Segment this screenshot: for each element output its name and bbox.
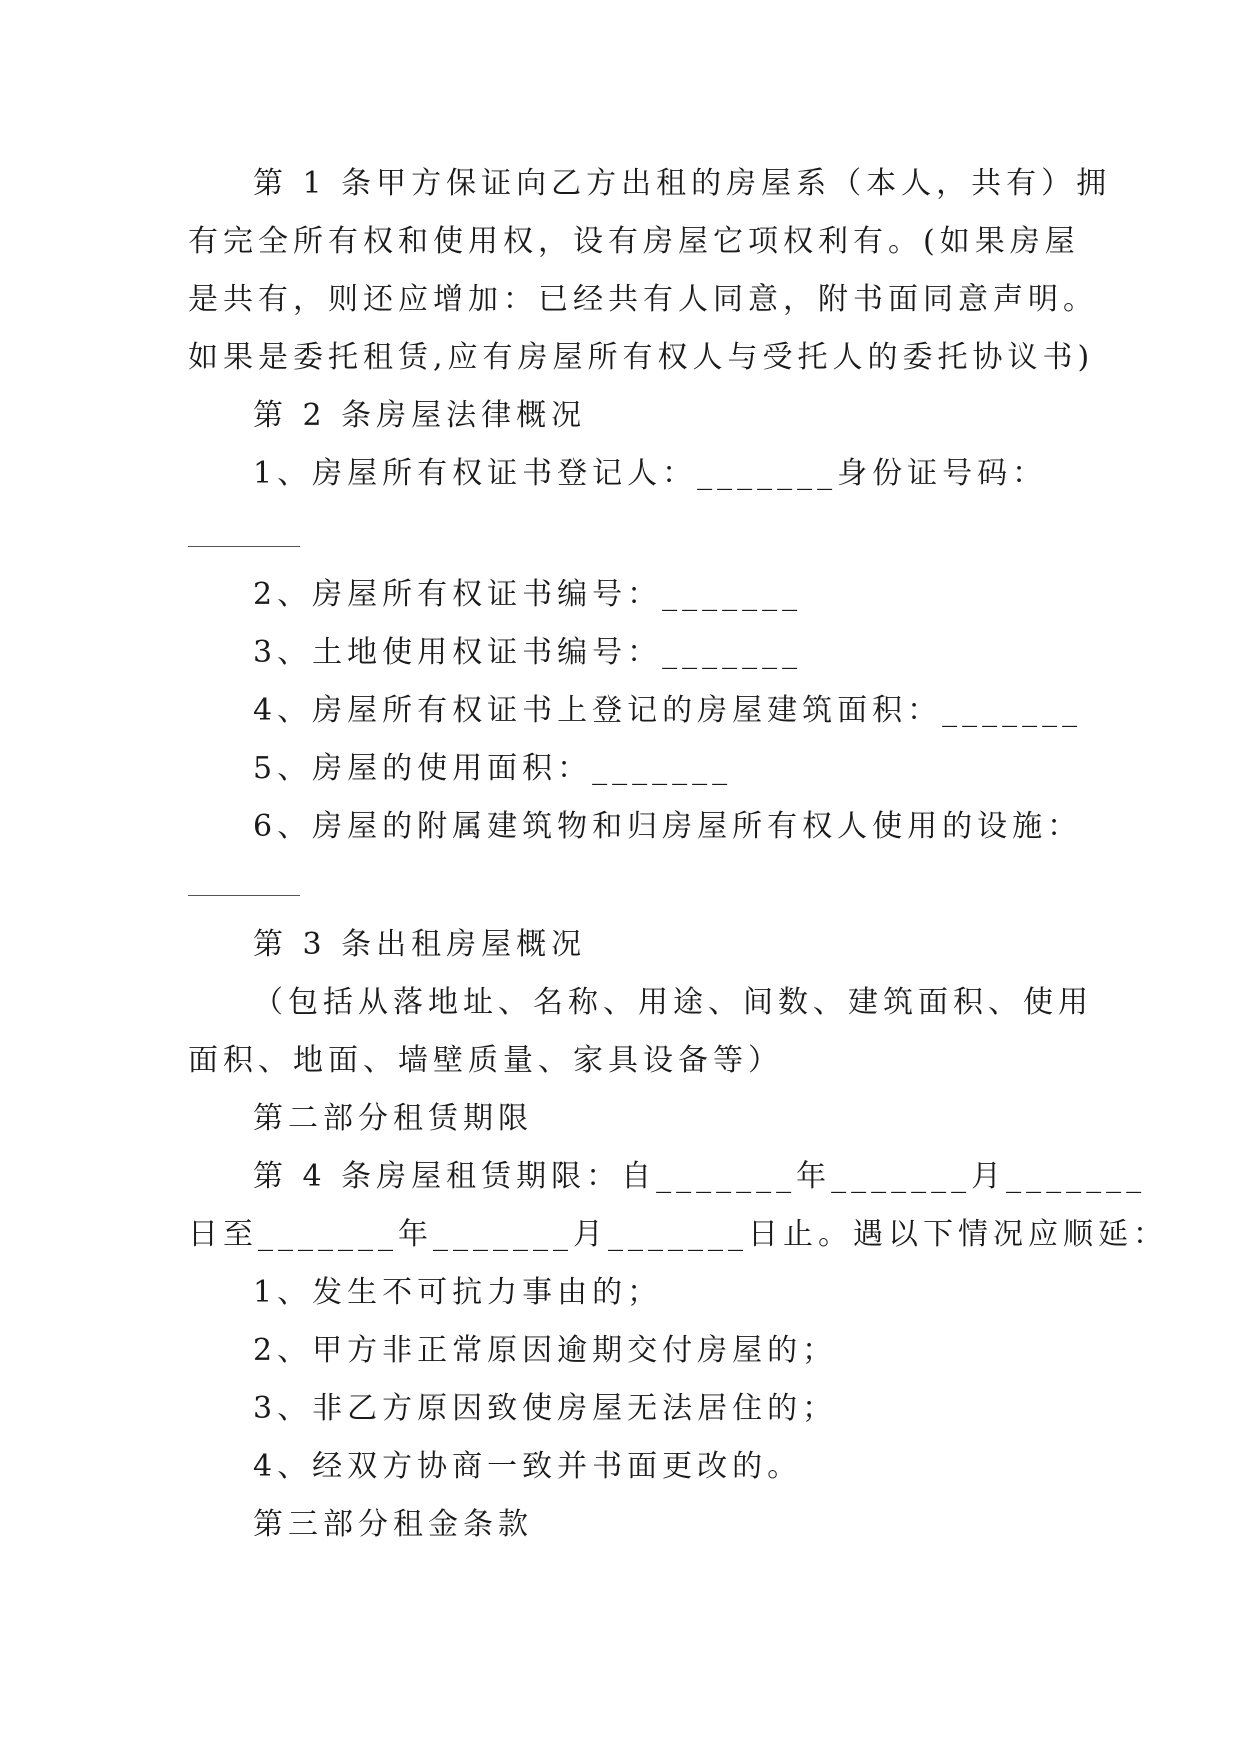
part-heading: 第三部分租金条款 [253,1507,533,1542]
list-item: 1、房屋所有权证书登记人：_______身份证号码： [253,456,1048,491]
paragraph-line: 第 4 条房屋租赁期限：自_______年_______月_______ [253,1159,1147,1194]
paragraph-line: 如果是委托租赁,应有房屋所有权人与受托人的委托协议书) [188,340,1095,375]
blank-line [188,895,300,896]
list-item: 3、土地使用权证书编号：_______ [253,635,803,670]
list-item: 2、甲方非正常原因逾期交付房屋的； [253,1333,838,1368]
blank-line [188,546,300,547]
list-item: 1、发生不可抗力事由的； [253,1275,663,1310]
paragraph-line: 日至_______年_______月_______日止。遇以下情况应顺延： [188,1217,1168,1252]
list-item: 5、房屋的使用面积：_______ [253,751,733,786]
list-item: 4、经双方协商一致并书面更改的。 [253,1449,803,1484]
paragraph-line: 面积、地面、墙壁质量、家具设备等） [188,1043,783,1078]
paragraph-line: 有完全所有权和使用权，设有房屋它项权利有。(如果房屋 [188,224,1080,259]
part-heading: 第二部分租赁期限 [253,1101,533,1136]
paragraph-line: 第 1 条甲方保证向乙方出租的房屋系（本人，共有）拥 [253,166,1112,201]
paragraph-line: （包括从落地址、名称、用途、间数、建筑面积、使用 [253,985,1093,1020]
list-item: 6、房屋的附属建筑物和归房屋所有权人使用的设施： [253,809,1083,844]
section-heading: 第 3 条出租房屋概况 [253,927,587,962]
paragraph-line: 是共有，则还应增加：已经共有人同意，附书面同意声明。 [188,282,1098,317]
section-heading: 第 2 条房屋法律概况 [253,398,587,433]
list-item: 3、非乙方原因致使房屋无法居住的； [253,1391,838,1426]
list-item: 4、房屋所有权证书上登记的房屋建筑面积：_______ [253,693,1083,728]
list-item: 2、房屋所有权证书编号：_______ [253,577,803,612]
